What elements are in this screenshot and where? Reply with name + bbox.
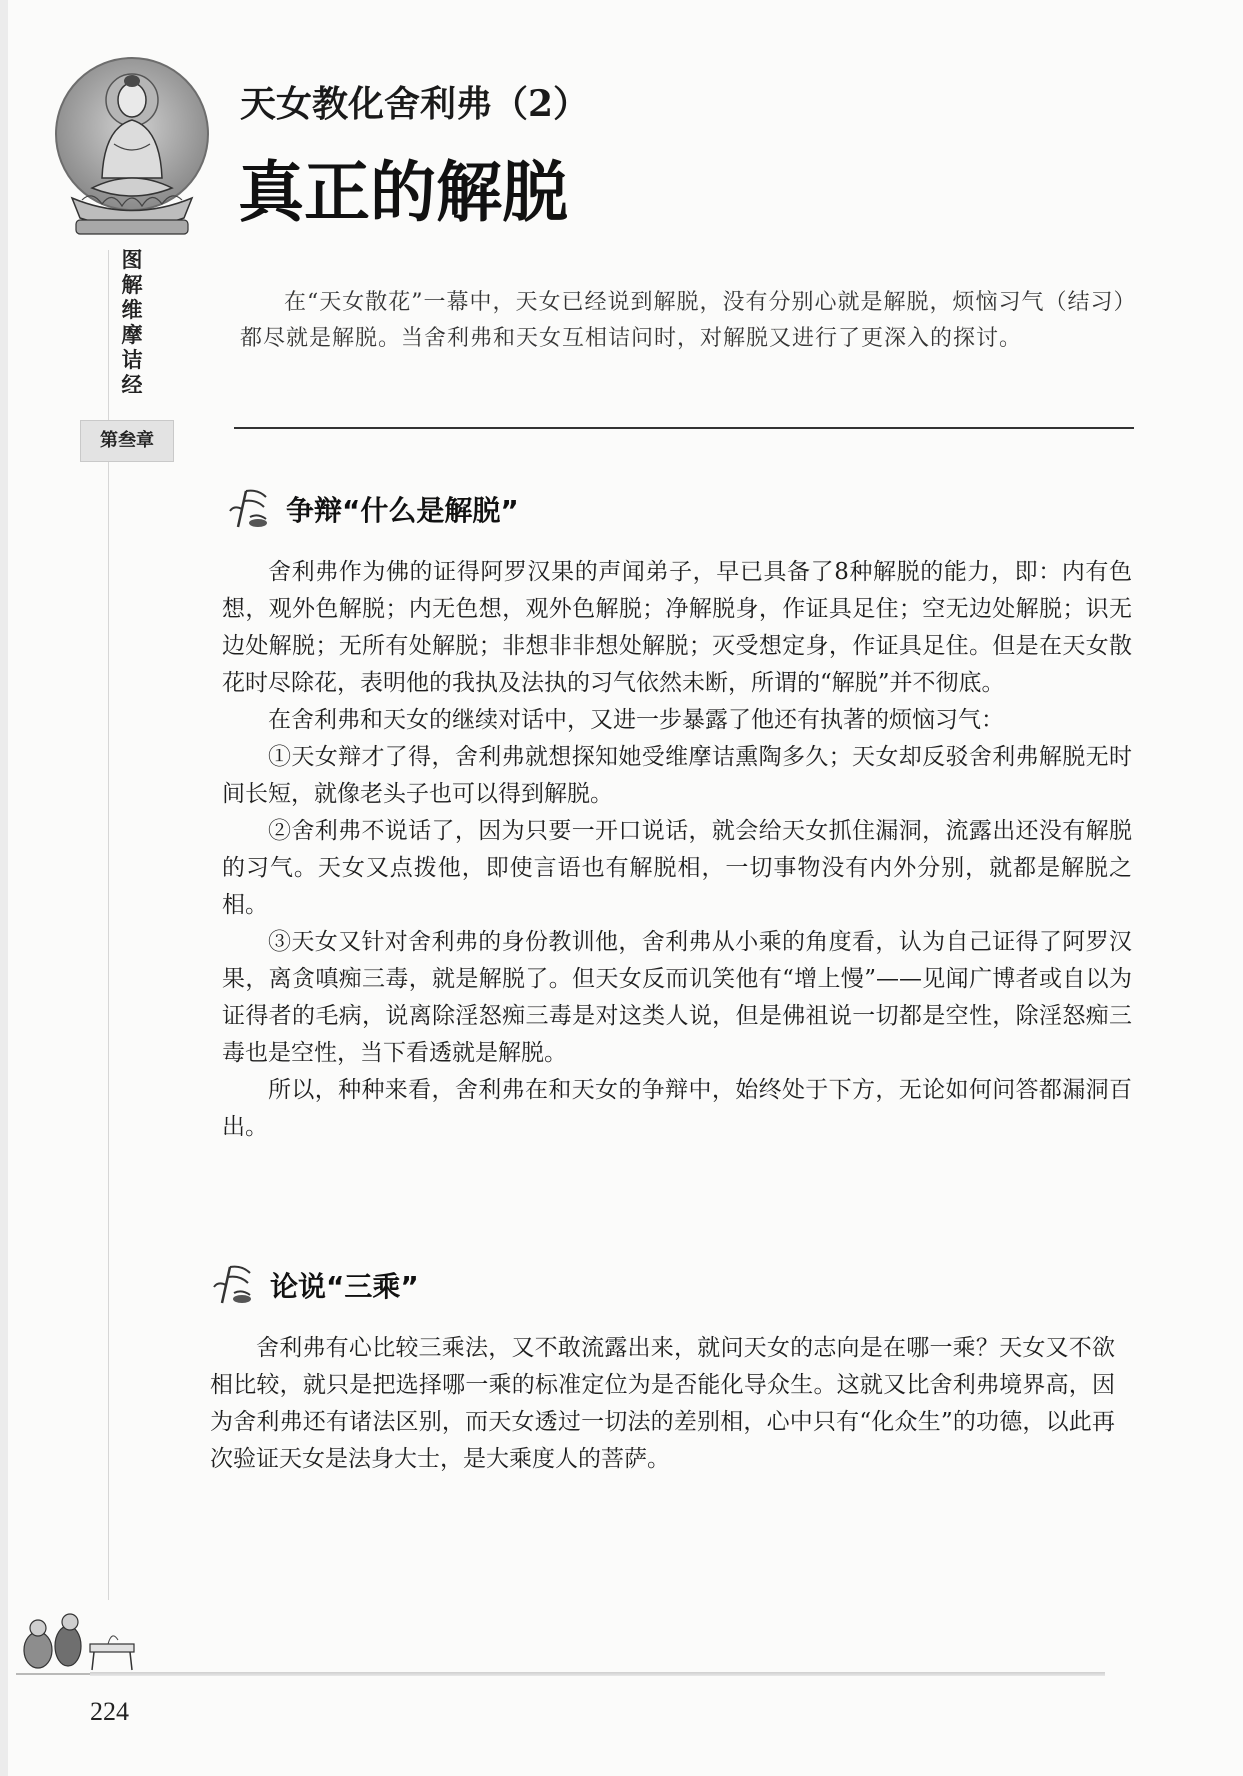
chapter-tab: 第叁章 <box>80 420 174 462</box>
scholars-scene-icon <box>12 1600 152 1680</box>
series-char: 诘 <box>121 348 143 372</box>
section-heading-three-vehicles: 论说“三乘” <box>270 1270 419 1303</box>
article-title: 真正的解脱 <box>238 153 568 231</box>
page-number: 224 <box>90 1697 129 1726</box>
series-title <box>118 248 146 398</box>
footer-divider <box>90 1672 1105 1676</box>
body-paragraph: 所以，种种来看，舍利弗在和天女的争辩中，始终处于下方，无论如何问答都漏洞百出。 <box>222 1077 1132 1140</box>
series-char: 摩 <box>121 323 143 347</box>
body-paragraph: 在舍利弗和天女的继续对话中，又进一步暴露了他还有执著的烦恼习气： <box>268 707 1004 733</box>
series-char: 解 <box>121 273 143 297</box>
article-subtitle: 天女教化舍利弗（2） <box>240 83 590 125</box>
section-body-liberation <box>222 554 1132 1146</box>
series-char: 图 <box>121 248 143 272</box>
section-heading-liberation: 争辩“什么是解脱” <box>286 494 519 527</box>
series-char: 维 <box>121 298 143 322</box>
intro-paragraph: 在“天女散花”一幕中，天女已经说到解脱，没有分别心就是解脱，烦恼习气（结习）都尽就是解脱。当舍利弗和天女互相诘问时，对解脱又进行了更深入的探讨。 <box>240 290 1126 351</box>
series-char: 经 <box>121 373 143 397</box>
bamboo-section-icon <box>212 1263 256 1307</box>
section-body-three-vehicles <box>210 1330 1115 1478</box>
bamboo-section-icon <box>228 487 272 531</box>
body-paragraph: ②舍利弗不说话了，因为只要一开口说话，就会给天女抓住漏洞，流露出还没有解脱的习气。天女又点拨他，即使言语也有解脱相，一切事物没有内外分别，就都是解脱之相。 <box>222 818 1132 918</box>
body-paragraph: ③天女又针对舍利弗的身份教训他，舍利弗从小乘的角度看，认为自己证得了阿罗汉果，离贪嗔痴三毒，就是解脱了。但天女反而讥笑他有“增上慢”——见闻广博者或自以为证得者的毛病，说离除淫怒痴三毒是对这类人说，但是佛祖说一切都是空性，除淫怒痴三毒也是空性，当下看透就是解脱。 <box>222 929 1132 1066</box>
body-paragraph: ①天女辩才了得，舍利弗就想探知她受维摩诘熏陶多久；天女却反驳舍利弗解脱无时间长短，就像老头子也可以得到解脱。 <box>222 744 1132 807</box>
body-paragraph: 舍利弗有心比较三乘法，又不敢流露出来，就问天女的志向是在哪一乘？天女又不欲相比较，就只是把选择哪一乘的标准定位为是否能化导众生。这就又比舍利弗境界高，因为舍利弗还有诸法区别，而天女透过一切法的差别相，心中只有“化众生”的功德，以此再次验证天女是法身大士，是大乘度人的菩萨。 <box>210 1335 1115 1472</box>
body-paragraph: 舍利弗作为佛的证得阿罗汉果的声闻弟子，早已具备了8种解脱的能力，即：内有色想，观外色解脱；内无色想，观外色解脱；净解脱身，作证具足住；空无边处解脱；识无边处解脱；无所有处解脱；非想非非想处解脱；灭受想定身，作证具足住。但是在天女散花时尽除花，表明他的我执及法执的习气依然未断，所谓的“解脱”并不彻底。 <box>222 559 1132 696</box>
intro-divider <box>234 427 1134 429</box>
buddha-medallion-icon <box>52 48 212 248</box>
page-edge-shadow <box>0 0 8 1776</box>
